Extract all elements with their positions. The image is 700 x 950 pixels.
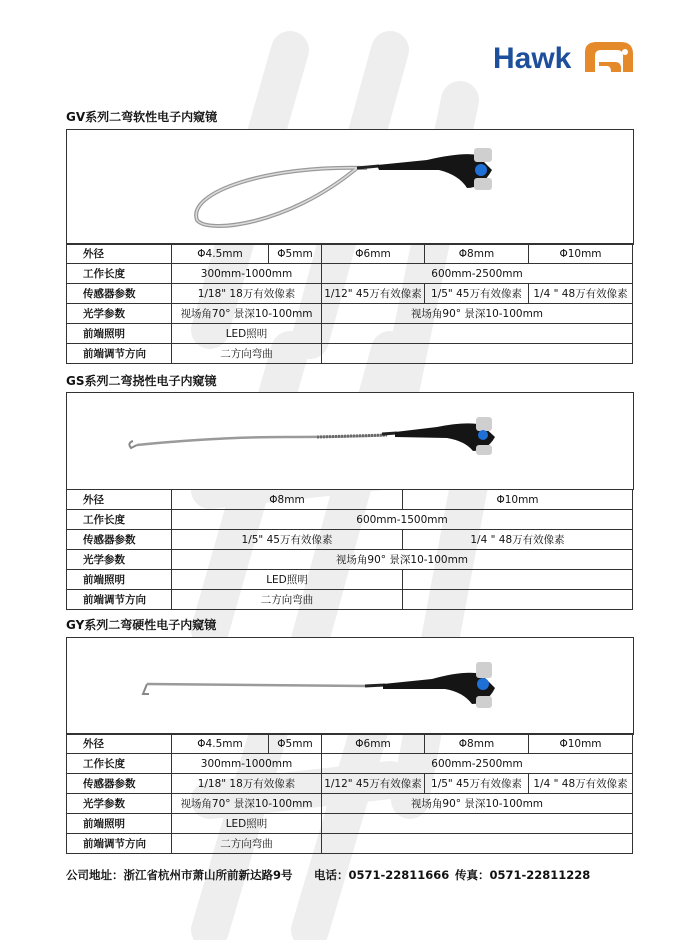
spec-table-gv xyxy=(66,243,633,364)
table-cell: Φ10mm xyxy=(529,734,633,754)
row-label: 工作长度 xyxy=(67,264,172,284)
table-cell: Φ10mm xyxy=(403,490,633,510)
row-label: 外径 xyxy=(67,734,172,754)
table-cell xyxy=(403,570,633,590)
table-cell: 300mm-1000mm xyxy=(172,754,322,774)
table-row xyxy=(67,264,633,284)
row-label: 前端照明 xyxy=(67,814,172,834)
company-phone: 电话：0571-22811666 xyxy=(314,868,450,882)
brand-name: Hawk xyxy=(493,42,572,75)
row-label: 外径 xyxy=(67,490,172,510)
table-cell: Φ8mm xyxy=(172,490,403,510)
row-label: 光学参数 xyxy=(67,304,172,324)
table-cell xyxy=(322,344,633,364)
table-row xyxy=(67,284,633,304)
section-title-gv: GV系列二弯软性电子内窥镜 xyxy=(66,110,218,124)
table-row xyxy=(67,510,633,530)
table-cell: 1/5" 45万有效像素 xyxy=(172,530,403,550)
table-cell: 600mm-2500mm xyxy=(322,264,633,284)
row-label: 传感器参数 xyxy=(67,774,172,794)
company-fax: 传真：0571-22811228 xyxy=(455,868,591,882)
row-label: 外径 xyxy=(67,244,172,264)
row-label: 前端调节方向 xyxy=(67,344,172,364)
table-cell: Φ4.5mm xyxy=(172,734,269,754)
row-label: 前端调节方向 xyxy=(67,834,172,854)
table-cell: 1/5" 45万有效像素 xyxy=(425,774,529,794)
table-row xyxy=(67,344,633,364)
row-label: 光学参数 xyxy=(67,550,172,570)
table-row xyxy=(67,244,633,264)
table-cell: Φ8mm xyxy=(425,244,529,264)
table-cell xyxy=(403,590,633,610)
table-cell xyxy=(322,324,633,344)
table-cell: Φ6mm xyxy=(322,244,425,264)
hawk-mark-icon xyxy=(581,38,637,80)
row-label: 前端照明 xyxy=(67,324,172,344)
table-cell: 600mm-1500mm xyxy=(172,510,633,530)
table-cell: Φ8mm xyxy=(425,734,529,754)
row-label: 工作长度 xyxy=(67,754,172,774)
table-cell: 600mm-2500mm xyxy=(322,754,633,774)
table-row xyxy=(67,734,633,754)
section-title-gs: GS系列二弯挠性电子内窥镜 xyxy=(66,374,217,388)
table-cell: Φ5mm xyxy=(269,734,322,754)
table-cell: 1/4 " 48万有效像素 xyxy=(529,284,633,304)
table-row xyxy=(67,834,633,854)
product-image-gv xyxy=(66,129,634,245)
table-cell: LED照明 xyxy=(172,570,403,590)
spec-table-gs xyxy=(66,489,633,610)
hawk-logo xyxy=(493,36,643,84)
table-row xyxy=(67,530,633,550)
section-title-gy: GY系列二弯硬性电子内窥镜 xyxy=(66,618,217,632)
table-cell: LED照明 xyxy=(172,324,322,344)
row-label: 前端调节方向 xyxy=(67,590,172,610)
table-row xyxy=(67,774,633,794)
table-row xyxy=(67,814,633,834)
table-row xyxy=(67,794,633,814)
table-row xyxy=(67,570,633,590)
table-cell: 视场角90° 景深10-100mm xyxy=(322,794,633,814)
table-row xyxy=(67,490,633,510)
row-label: 传感器参数 xyxy=(67,284,172,304)
table-row xyxy=(67,550,633,570)
table-cell xyxy=(322,814,633,834)
row-label: 光学参数 xyxy=(67,794,172,814)
table-row xyxy=(67,304,633,324)
spec-table-gy xyxy=(66,733,633,854)
company-address: 公司地址：浙江省杭州市萧山所前新达路9号 xyxy=(66,868,293,882)
table-cell: 1/18" 18万有效像素 xyxy=(172,284,322,304)
table-cell: 视场角70° 景深10-100mm xyxy=(172,794,322,814)
table-cell: 1/12" 45万有效像素 xyxy=(322,774,425,794)
table-cell: LED照明 xyxy=(172,814,322,834)
table-cell: 二方向弯曲 xyxy=(172,590,403,610)
table-cell: 300mm-1000mm xyxy=(172,264,322,284)
table-cell: 1/4 " 48万有效像素 xyxy=(529,774,633,794)
table-cell: 视场角90° 景深10-100mm xyxy=(322,304,633,324)
table-cell: 1/12" 45万有效像素 xyxy=(322,284,425,304)
table-cell: Φ6mm xyxy=(322,734,425,754)
table-cell: 视场角90° 景深10-100mm xyxy=(172,550,633,570)
table-cell: Φ10mm xyxy=(529,244,633,264)
table-cell: 1/18" 18万有效像素 xyxy=(172,774,322,794)
table-cell: Φ5mm xyxy=(269,244,322,264)
table-row xyxy=(67,590,633,610)
table-cell xyxy=(322,834,633,854)
row-label: 传感器参数 xyxy=(67,530,172,550)
row-label: 工作长度 xyxy=(67,510,172,530)
table-cell: Φ4.5mm xyxy=(172,244,269,264)
product-image-gs xyxy=(66,392,634,490)
table-cell: 二方向弯曲 xyxy=(172,344,322,364)
row-label: 前端照明 xyxy=(67,570,172,590)
table-cell: 1/5" 45万有效像素 xyxy=(425,284,529,304)
table-cell: 视场角70° 景深10-100mm xyxy=(172,304,322,324)
table-row xyxy=(67,324,633,344)
product-image-gy xyxy=(66,637,634,735)
table-cell: 二方向弯曲 xyxy=(172,834,322,854)
table-cell: 1/4 " 48万有效像素 xyxy=(403,530,633,550)
table-row xyxy=(67,754,633,774)
